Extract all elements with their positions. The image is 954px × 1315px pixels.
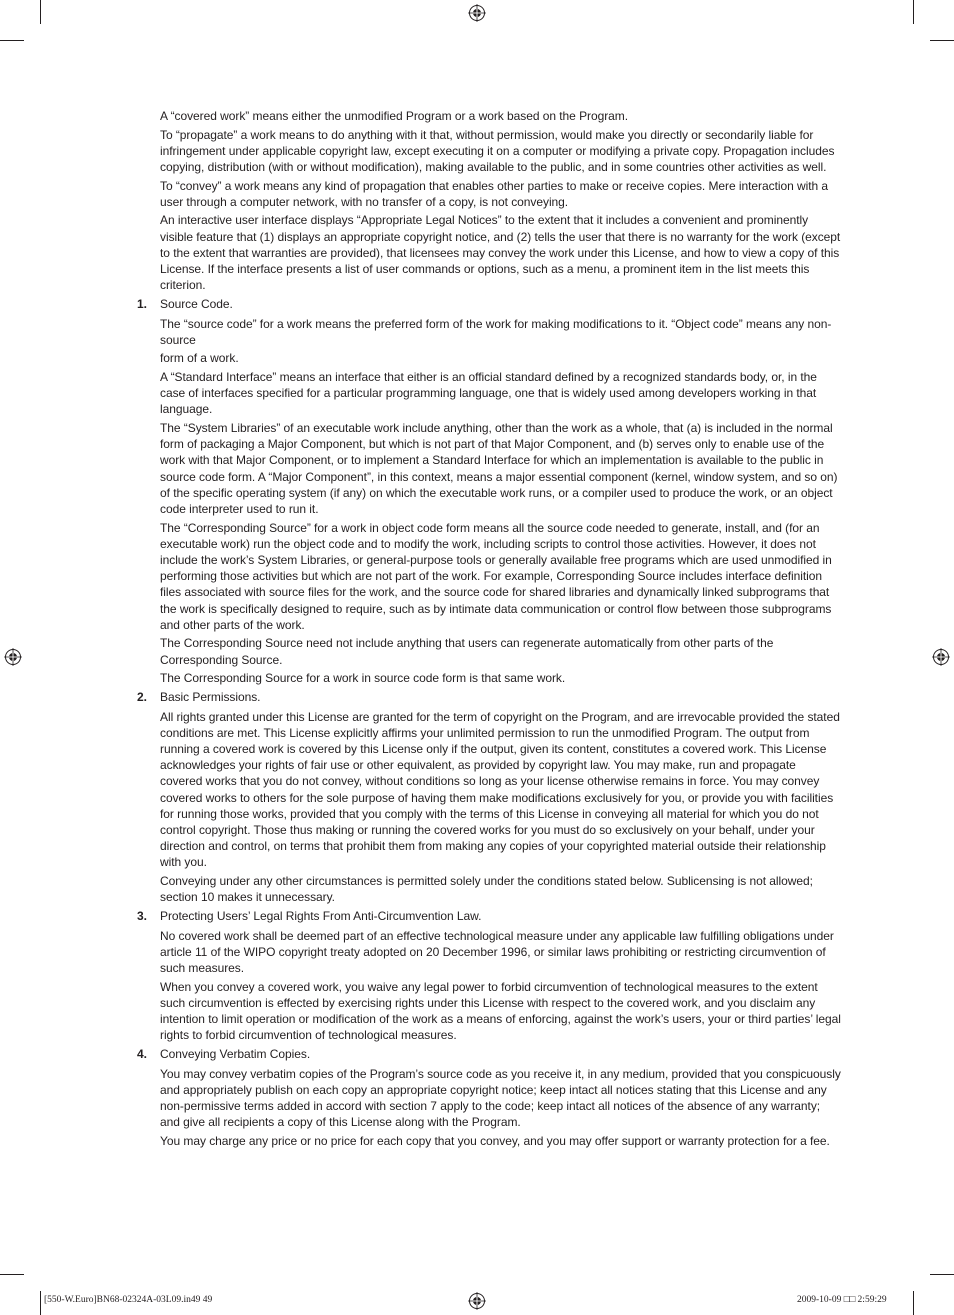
definitions-block <box>137 108 841 293</box>
section-number: 1. <box>137 297 147 312</box>
section-basic-permissions <box>137 689 841 705</box>
crop-mark-top-left-horizontal <box>0 40 24 41</box>
section-title: Conveying Verbatim Copies. <box>160 1047 311 1062</box>
paragraph: When you convey a covered work, you waive any legal power to forbid circumvention of technological measures to the extent such circumvention is effected by exercising rights under this License with respect to the covered work, and you disclaim any intention to limit operation or modification of the work as a means of enforcing, against the work’s users, your or third parties’ legal rights to forbid circumvention of technological measures. <box>160 979 841 1043</box>
paragraph: To “propagate” a work means to do anything with it that, without permission, would make you directly or secondarily liable for infringement under applicable copyright law, except executing it on a computer or modifying a private copy. Propagation includes copying, distribution (with or without modification), making available to the public, and in some countries other activities as well. <box>160 127 835 174</box>
crop-mark-bottom-right-horizontal <box>930 1274 954 1275</box>
section-title: Source Code. <box>160 297 233 312</box>
crop-mark-bottom-right-vertical <box>913 1291 914 1315</box>
paragraph: The “System Libraries” of an executable work include anything, other than the work as a whole, that (a) is included in the normal form of packaging a Major Component, but which is not part of that Major Component, and (b) serves only to enable use of the work with that Major Component, or to implement a Standard Interface for which an implementation is available to the public in source code form. A “Major Component”, in this context, means a major essential component (kernel, window system, and so on) of the specific operating system (if any) on which the executable work runs, or a compiler used to produce the work, or an object code interpreter used to run it. <box>160 421 838 517</box>
section-number: 2. <box>137 690 147 705</box>
crop-mark-top-right-vertical <box>913 0 914 24</box>
paragraph: No covered work shall be deemed part of an effective technological measure under any applicable law fulfilling obligations under article 11 of the WIPO copyright treaty adopted on 20 December 1996, or similar laws prohibiting or restricting circumvention of such measures. <box>160 928 834 976</box>
section-verbatim-copies <box>137 1046 841 1062</box>
footer-timestamp: 2009-10-09 □□ 2:59:29 <box>797 1295 887 1305</box>
registration-target-icon <box>468 1292 486 1310</box>
paragraph: All rights granted under this License are granted for the term of copyright on the Program, and are irrevocable provided the stated conditions are met. This License explicitly affirms your unlimited permission to run the unmodified Program. The output from running a covered work is covered by this License only if the output, given its content, constitutes a covered work. This License acknowledges your rights of fair use or other equivalent, as provided by copyright law. You may make, run and propagate covered works that you do not convey, without conditions so long as your license otherwise remains in force. You may convey covered works to others for the sole purpose of having them make modifications exclusively for you, or provide you with facilities for running those works, provided that you comply with the terms of this License in conveying all material for which you do not control copyright. Those thus making or running the covered works for you must do so exclusively on your behalf, under your direction and control, on terms that prohibit them from making any copies of your copyrighted material outside their relationship with you. <box>160 709 840 870</box>
paragraph: A “Standard Interface” means an interface that either is an official standard defined by a recognized standards body, or, in the case of interfaces specified for a particular programming language, one that is widely used among developers working in that language. <box>160 370 817 417</box>
crop-mark-top-left-vertical <box>40 0 41 24</box>
paragraph: To “convey” a work means any kind of propagation that enables other parties to make or receive copies. Mere interaction with a user through a computer network, with no transfer of a copy, is not conveying. <box>160 178 829 209</box>
section-title: Basic Permissions. <box>160 690 261 705</box>
crop-mark-bottom-left-horizontal <box>0 1274 24 1275</box>
paragraph: Conveying under any other circumstances is permitted solely under the conditions stated below. Sublicensing is not allowed; section 10 makes it unnecessary. <box>160 874 813 905</box>
paragraph: A “covered work” means either the unmodified Program or a work based on the Program. <box>160 109 629 123</box>
paragraph: The “Corresponding Source” for a work in object code form means all the source code needed to generate, install, and (for an executable work) run the object code and to modify the work, including scripts to control those activities. However, it does not include the work’s System Libraries, or general-purpose tools or generally available free programs which are used unmodified in performing those activities but which are not part of the work. For example, Corresponding Source includes interface definition files associated with source files for the work, and the source code for shared libraries and dynamically linked subprograms that the work is specifically designed to require, such as by intimate data communication or control flow between those subprograms and other parts of the work. <box>160 520 832 632</box>
paragraph: An interactive user interface displays “Appropriate Legal Notices” to the extent that it includes a convenient and prominently visible feature that (1) displays an appropriate copyright notice, and (2) tells the user that there is no warranty for the work (except to the extent that warranties are provided), that licensees may convey the work under this License, and how to view a copy of this License. If the interface presents a list of user commands or options, such as a menu, a prominent item in the list meets this criterion. <box>160 213 841 293</box>
registration-target-icon <box>468 4 486 22</box>
registration-target-icon <box>932 648 950 666</box>
crop-mark-top-right-horizontal <box>930 40 954 41</box>
paragraph: The Corresponding Source need not include anything that users can regenerate automatically from other parts of the Corresponding Source. <box>160 636 774 667</box>
paragraph: You may charge any price or no price for each copy that you convey, and you may offer support or warranty protection for a fee. <box>160 1133 830 1148</box>
license-text-body <box>137 108 841 1151</box>
paragraph: form of a work. <box>160 351 239 366</box>
registration-target-icon <box>4 648 22 666</box>
section-number: 4. <box>137 1047 147 1062</box>
section-number: 3. <box>137 909 147 924</box>
paragraph: You may convey verbatim copies of the Program’s source code as you receive it, in any medium, provided that you conspicuously and appropriately publish on each copy an appropriate copyright notice; keep intact all notices stating that this License and any non-permissive terms added in accord with section 7 apply to the code; keep intact all notices of the absence of any warranty; and give all recipients a copy of this License along with the Program. <box>160 1066 841 1130</box>
crop-mark-bottom-left-vertical <box>40 1291 41 1315</box>
paragraph: The “source code” for a work means the preferred form of the work for making modifications to it. “Object code” means any non-source <box>160 316 832 347</box>
footer-file-info: [550-W.Euro]BN68-02324A-03L09.in49 49 <box>44 1295 213 1305</box>
section-anti-circumvention <box>137 908 841 924</box>
paragraph: The Corresponding Source for a work in source code form is that same work. <box>160 671 566 686</box>
section-source-code <box>137 296 841 312</box>
section-title: Protecting Users’ Legal Rights From Anti-Circumvention Law. <box>160 909 482 924</box>
